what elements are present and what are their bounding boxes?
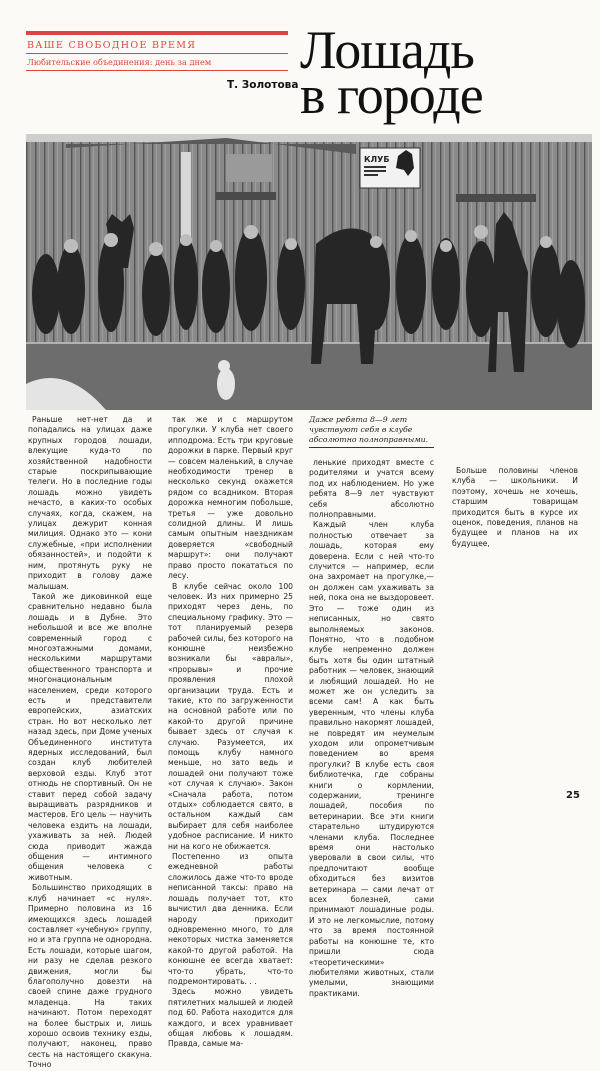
article-photo (26, 134, 592, 410)
paragraph: Такой же диковинкой еще сравнительно недавно была лошадь и в Дубне. Это небольшой и все же вполне современный город с многоэтажными домами, несколькими маршрутами общественного транспорта и многонациональным населением, среди которого есть и представители европейских, азиатских стран. Но вот несколько лет назад здесь, при Доме ученых Объединенного института ядерных исследований, был создан клуб любителей верховой езды. Клуб этот отнюдь не спортивный. Он не ставит перед собой задачу выращивать разрядников и мастеров. Его цель — научить человека ездить на лошади, ухаживать за ней. Людей сюда приводит жажда общения — интимного общения человека с животным. (28, 591, 152, 882)
paragraph: так же и с маршрутом прогулки. У клуба нет своего ипподрома. Есть три круговые дорожки в парке. Первый круг — совсем маленький, в случае необходимости тренер в несколько секунд окажется рядом со всадником. Вторая дорожка немногим побольше, третья — уже довольно солидной длины. И лишь самым опытным наездникам доверяется «свободный маршрут»: они получают право просто покататься по лесу. (168, 415, 293, 581)
article-author: Т. Золотова (227, 79, 299, 91)
article-title (300, 20, 483, 125)
photo-caption: Даже ребята 8—9 лет чувствуют себя в клубе абсолютно полноправными. (309, 415, 434, 448)
title-line-2: в городе (300, 65, 483, 125)
club-sign (360, 148, 420, 188)
paragraph: Больше половины членов клуба — школьники. И поэтому, хочешь не хочешь, старшим товарищам приходится быть в курсе их оценок, поведения, планов на будущее и планов на их будущее, (452, 466, 578, 548)
section-rubric (26, 31, 288, 71)
text-column-1 (28, 415, 152, 1071)
paragraph: Постепенно из опыта ежедневной работы сложилось даже что-то вроде неписанной таксы: право на лошадь получает тот, кто вычистил два денника. Если народу приходит одновременно много, то для некоторых чистка заменяется какой-то другой работой. На конюшне ее всегда хватает: что-то убрать, что-то подремонтировать. . . (168, 852, 293, 986)
text-column-2 (168, 415, 293, 1050)
paragraph: Здесь можно увидеть пятилетних малышей и людей под 60. Работа находится для каждого, и всех уравнивает общая любовь к лошадям. Правда, самые ма- (168, 987, 293, 1049)
paragraph: Раньше нет-нет да и попадались на улицах даже крупных городов лошади, влекущие куда-то по хозяйственной надобности старые поскрипывающие телеги. Но в последние годы лошадь можно увидеть нечасто, в каких-то особых случаях, когда, скажем, на улицах дежурит конная милиция. Однако это — кони служебные, «при исполнении обязанностей», и подойти к ним, протянуть руку не приходит в голову даже малышам. (28, 415, 152, 591)
rubric-rule-bottom (26, 70, 288, 71)
section-subtitle: Любительские объединения: день за днем (27, 57, 212, 67)
paragraph: В клубе сейчас около 100 человек. Из них примерно 25 приходят через день, по специальному графику. Это — тот планируемый резерв рабочей силы, без которого на конюшне неизбежно возникали бы «авралы», «прорывы» и прочие проявления плохой организации труда. Есть и такие, кто по загруженности на основной работе или по какой-то другой причине бывает здесь от случая к случаю. Разумеется, их помощь клубу намного меньше, но зато ведь и лошадей они получают тоже «от случая к случаю». Закон «Сначала работа, потом отдых» соблюдается свято, в остальном каждый сам выбирает для себя наиболее удобное расписание. И никто ни на кого не обижается. (168, 581, 293, 851)
title-line-1: Лошадь (300, 20, 474, 80)
text-column-3 (309, 415, 434, 999)
paragraph: ленькие приходят вместе с родителями и учатся всему под их наблюдением. Но уже ребята 8—9 лет чувствуют себя абсолютно полноправными. (309, 458, 434, 520)
text-column-4 (452, 466, 578, 549)
rubric-rule-top (26, 31, 288, 35)
paragraph: Большинство приходящих в клуб начинает «с нуля». Примерно половина из 16 имеющихся здесь лошадей составляет «учебную» группу, но и эта группа не однородна. Есть лошади, которые шагом, ни разу не сделав резкого движения, могли бы благополучно довезти на своей спине даже грудного младенца. На таких начинают. Потом переходят на более быстрых и, лишь хорошо освоив технику езды, получают, наконец, право сесть на настоящего скакуна. Точно (28, 883, 152, 1070)
paragraph: Каждый член клуба полностью отвечает за лошадь, которая ему доверена. Если с ней что-то случится — например, если она захромает на прогулке,— он должен сам ухаживать за ней, пока она не выздоровеет. Это — тоже один из неписанных, но свято выполняемых законов. Понятно, что в подобном клубе непременно должен быть хотя бы один штатный работник — человек, знающий и любящий лошадей. Но не может же он уследить за всеми сам! А как быть уверенным, что члены клуба правильно накормят лошадей, не повредят им неумелым уходом или опрометчивым поведением во время прогулки? В клубе есть своя библиотечка, где собраны книги о кормлении, содержании, тренинге лошадей, пособия по ветеринарии. Все эти книги старательно штудируются членами клуба. Последнее время они настолько уверовали в свои силы, что предпочитают вообще обходиться без визитов ветеринара — сами лечат от всех болезней, сами принимают лошадиные роды. И это не легкомыслие, потому что за время постоянной работы на конюшне те, кто пришли сюда «теоретическими» любителями животных, стали умелыми, знающими практиками. (309, 520, 434, 998)
photo-illustration (26, 134, 592, 410)
club-sign-text: КЛУБ (364, 155, 390, 164)
section-title: ВАШЕ СВОБОДНОЕ ВРЕМЯ (27, 40, 197, 51)
page-number: 25 (566, 790, 580, 801)
